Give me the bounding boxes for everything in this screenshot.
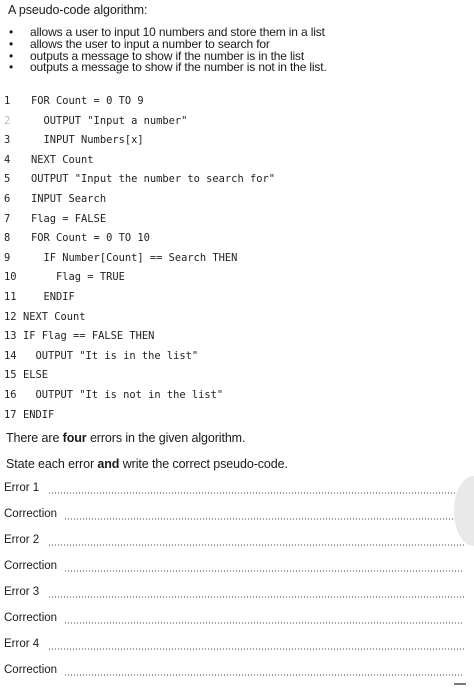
code-text: NEXT Count <box>31 153 94 166</box>
dotted-answer-line <box>64 518 464 520</box>
code-text: FOR Count = 0 TO 10 <box>31 232 150 245</box>
answer-label: Correction <box>4 664 58 676</box>
answer-label: Error 4 <box>4 638 40 650</box>
code-text: ENDIF <box>31 291 75 303</box>
code-text: OUTPUT "It is not in the list" <box>23 389 224 401</box>
requirement-item: • outputs a message to show if the number is not in the list. <box>8 62 327 74</box>
line-number: 2 <box>4 114 11 127</box>
code-text: NEXT Count <box>23 310 86 323</box>
line-number: 14 <box>4 349 17 362</box>
line-number: 10 <box>4 271 17 284</box>
code-text: ENDIF <box>23 408 55 421</box>
line-number: 4 <box>4 153 11 166</box>
line-number: 11 <box>4 291 17 303</box>
answer-label: Error 3 <box>4 586 40 598</box>
code-text: INPUT Search <box>31 193 107 205</box>
dotted-answer-line <box>48 596 464 598</box>
error-1-field[interactable] <box>4 482 464 496</box>
code-text: OUTPUT "Input a number" <box>31 114 188 127</box>
dotted-answer-line <box>48 492 464 494</box>
code-text: FOR Count = 0 TO 9 <box>31 95 144 107</box>
requirements-list <box>8 27 327 74</box>
code-text: OUTPUT "Input the number to search for" <box>31 173 275 186</box>
requirement-item: • allows the user to input a number to search for <box>8 39 327 51</box>
line-number: 9 <box>4 251 11 264</box>
requirement-item: • outputs a message to show if the number is in the list <box>8 51 327 63</box>
line-number: 1 <box>4 95 11 107</box>
answer-label: Correction <box>4 508 58 520</box>
error-4-field[interactable] <box>4 638 464 652</box>
dotted-answer-line <box>48 544 464 546</box>
answer-label: Correction <box>4 612 58 624</box>
answer-label: Error 2 <box>4 534 40 546</box>
line-number: 3 <box>4 134 11 147</box>
dotted-answer-line <box>64 570 464 572</box>
dotted-answer-line <box>64 622 464 624</box>
line-number: 15 <box>4 369 17 382</box>
answer-label: Error 1 <box>4 482 40 494</box>
line-number: 5 <box>4 173 11 186</box>
dotted-answer-line <box>64 674 464 676</box>
line-number: 13 <box>4 330 17 343</box>
line-number: 8 <box>4 232 11 245</box>
error-2-field[interactable] <box>4 534 464 548</box>
line-number: 12 <box>4 310 17 323</box>
correction-1-field[interactable] <box>4 508 464 522</box>
correction-3-field[interactable] <box>4 612 464 626</box>
code-text: INPUT Numbers[x] <box>31 134 144 147</box>
errors-statement: There are four errors in the given algorithm. <box>6 431 246 445</box>
code-text: OUTPUT "It is in the list" <box>23 349 199 362</box>
error-3-field[interactable] <box>4 586 464 600</box>
code-text: IF Flag == FALSE THEN <box>23 330 155 343</box>
dotted-answer-line <box>48 648 464 650</box>
correction-2-field[interactable] <box>4 560 464 574</box>
instruction-statement: State each error and write the correct pseudo-code. <box>6 457 288 471</box>
answer-label: Correction <box>4 560 58 572</box>
correction-4-field[interactable] <box>4 664 464 678</box>
line-number: 17 <box>4 408 17 421</box>
code-text: Flag = TRUE <box>31 271 125 284</box>
corner-mark <box>454 683 466 688</box>
code-text: IF Number[Count] == Search THEN <box>31 251 238 264</box>
code-text: Flag = FALSE <box>31 212 107 225</box>
requirement-item: • allows a user to input 10 numbers and store them in a list <box>8 27 327 39</box>
line-number: 7 <box>4 212 11 225</box>
code-text: ELSE <box>23 369 49 382</box>
intro-text: A pseudo-code algorithm: <box>8 3 148 17</box>
line-number: 16 <box>4 389 17 401</box>
line-number: 6 <box>4 193 11 205</box>
